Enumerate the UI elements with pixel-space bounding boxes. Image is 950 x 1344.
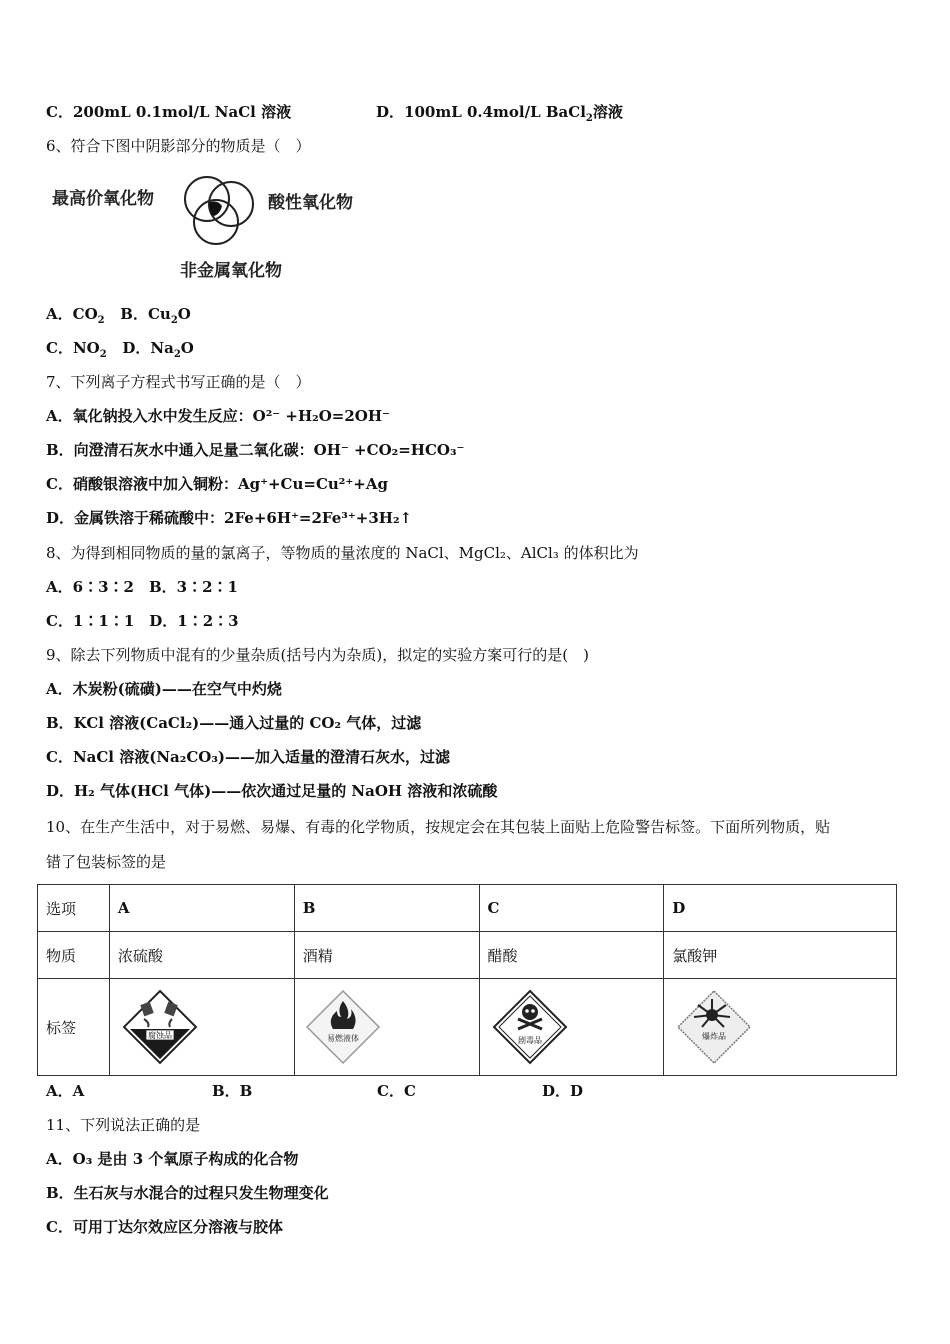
q10-option-c: C．C <box>377 1082 416 1100</box>
q5-option-d: D．100mL 0.4mol/L BaCl$_2$溶液 <box>376 103 623 124</box>
flammable-liquid-label-icon <box>303 987 383 1067</box>
q8-options-ab: A．6∶3∶2 B．3∶2∶1 <box>46 578 238 596</box>
venn-diagram <box>46 172 386 282</box>
row-header-substance: 物质 <box>38 932 110 979</box>
q11-option-b: B．生石灰与水混合的过程只发生物理变化 <box>46 1184 329 1202</box>
substance-d: 氯酸钾 <box>664 932 897 979</box>
q10-option-a: A．A <box>46 1082 85 1100</box>
column-a: A <box>109 885 294 932</box>
toxic-label-text: 剧毒品 <box>517 1036 542 1045</box>
row-header-label: 标签 <box>38 979 110 1076</box>
venn-label-acidic-oxide: 酸性氧化物 <box>268 193 353 213</box>
q10-stem-line2: 错了包装标签的是 <box>46 853 167 871</box>
explosive-label-text: 爆炸品 <box>702 1032 727 1041</box>
venn-label-nonmetal-oxide: 非金属氧化物 <box>180 261 282 281</box>
corrosive-label-text: 腐蚀品 <box>147 1031 172 1040</box>
table-row-substance <box>38 932 897 979</box>
q6-stem: 6、符合下图中阴影部分的物质是（ ） <box>46 137 311 155</box>
column-b: B <box>294 885 479 932</box>
q7-option-c: C．硝酸银溶液中加入铜粉：Ag⁺+Cu=Cu²⁺+Ag <box>46 475 388 493</box>
label-cell-a <box>109 979 294 1076</box>
q10-option-d: D．D <box>542 1082 584 1100</box>
hazard-label-table <box>37 884 897 1076</box>
q9-option-a: A．木炭粉(硫磺)——在空气中灼烧 <box>46 680 282 698</box>
q7-stem: 7、下列离子方程式书写正确的是（ ） <box>46 373 311 391</box>
q10-stem-line1: 10、在生产生活中，对于易燃、易爆、有毒的化学物质，按规定会在其包装上面贴上危险警告标签。下面所列物质，贴 <box>46 818 831 836</box>
q9-stem: 9、除去下列物质中混有的少量杂质(括号内为杂质)，拟定的实验方案可行的是( ) <box>46 646 589 664</box>
q8-options-cd: C．1∶1∶1 D．1∶2∶3 <box>46 612 239 630</box>
toxic-label-icon <box>490 987 570 1067</box>
q7-option-b: B．向澄清石灰水中通入足量二氧化碳：OH⁻ +CO₂=HCO₃⁻ <box>46 441 465 459</box>
label-cell-b <box>294 979 479 1076</box>
q5-option-c: C．200mL 0.1mol/L NaCl 溶液 <box>46 103 292 121</box>
substance-a: 浓硫酸 <box>109 932 294 979</box>
row-header-option: 选项 <box>38 885 110 932</box>
q11-stem: 11、下列说法正确的是 <box>46 1116 201 1134</box>
label-cell-d <box>664 979 897 1076</box>
venn-label-highest-oxide: 最高价氧化物 <box>52 189 154 209</box>
label-cell-c <box>479 979 664 1076</box>
column-d: D <box>664 885 897 932</box>
flammable-label-text: 易燃液体 <box>326 1034 359 1043</box>
q7-option-d: D．金属铁溶于稀硫酸中：2Fe+6H⁺=2Fe³⁺+3H₂↑ <box>46 509 413 527</box>
q9-option-b: B．KCl 溶液(CaCl₂)——通入过量的 CO₂ 气体，过滤 <box>46 714 422 732</box>
q7-option-a: A．氧化钠投入水中发生反应：O²⁻ +H₂O=2OH⁻ <box>46 407 390 425</box>
q11-option-a: A．O₃ 是由 3 个氧原子构成的化合物 <box>46 1150 299 1168</box>
column-c: C <box>479 885 664 932</box>
substance-b: 酒精 <box>294 932 479 979</box>
q11-option-c: C．可用丁达尔效应区分溶液与胶体 <box>46 1218 283 1236</box>
q10-option-b: B．B <box>212 1082 253 1100</box>
table-row-label <box>38 979 897 1076</box>
explosive-label-icon <box>674 987 754 1067</box>
table-row-options <box>38 885 897 932</box>
q6-options-ab: A．$CO_2$ B．$Cu_2O$ <box>46 305 191 326</box>
q9-option-c: C．NaCl 溶液(Na₂CO₃)——加入适量的澄清石灰水，过滤 <box>46 748 450 766</box>
q8-stem: 8、为得到相同物质的量的氯离子，等物质的量浓度的 NaCl、MgCl₂、AlCl₃ 的体积比为 <box>46 544 639 562</box>
corrosive-label-icon <box>120 987 200 1067</box>
venn-circles <box>176 174 266 250</box>
substance-c: 醋酸 <box>479 932 664 979</box>
q6-options-cd: C．$NO_2$ D．$Na_2O$ <box>46 339 194 360</box>
q9-option-d: D．H₂ 气体(HCl 气体)——依次通过足量的 NaOH 溶液和浓硫酸 <box>46 782 498 800</box>
